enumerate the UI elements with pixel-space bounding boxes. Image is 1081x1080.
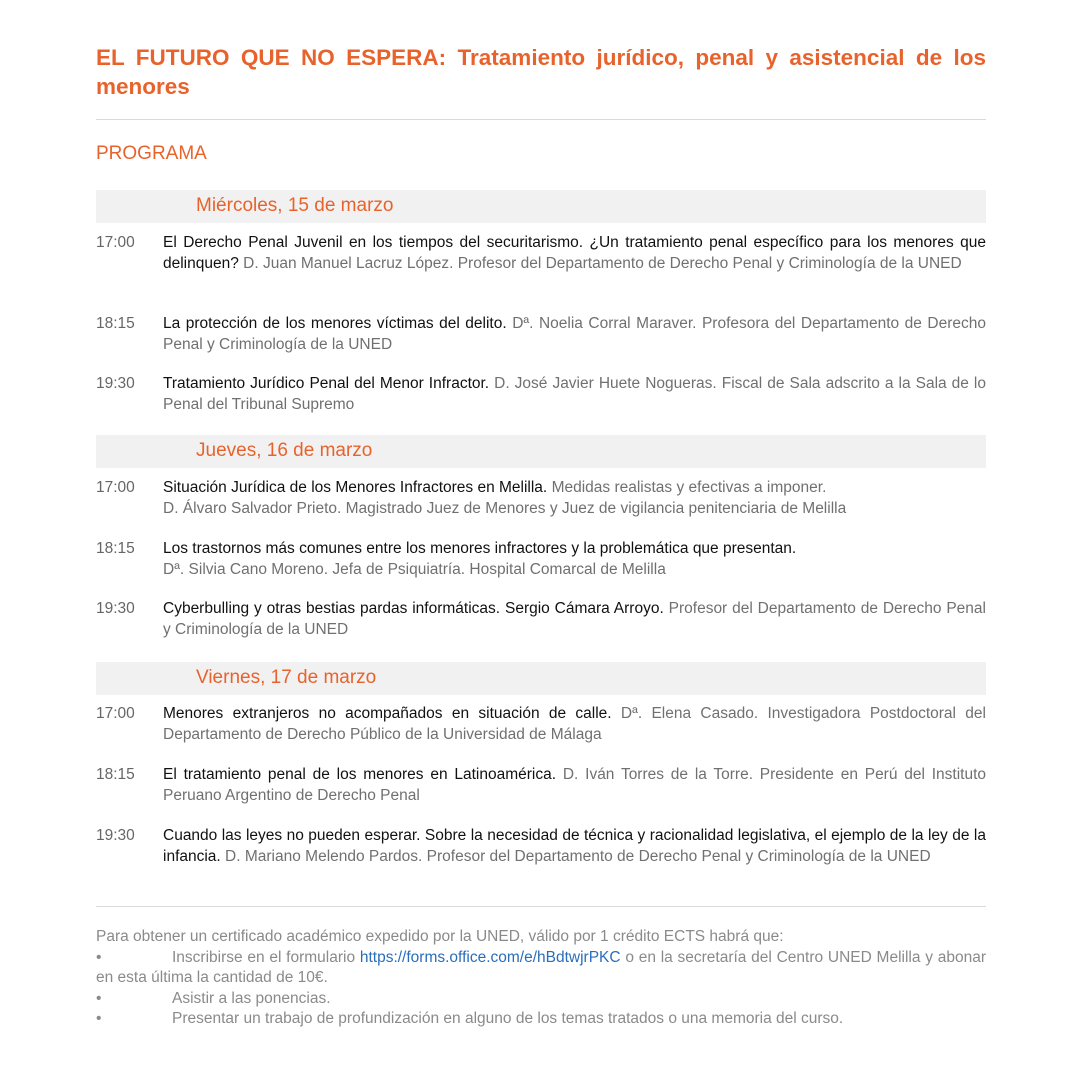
session-description [163, 539, 986, 580]
session-description [163, 599, 986, 640]
session-description [163, 374, 986, 415]
list-item [96, 989, 986, 1010]
speaker-info: D. Juan Manuel Lacruz López. Profesor del Departamento de Derecho Penal y Criminología de la UNED [243, 254, 962, 272]
day-label: Viernes, 17 de marzo [196, 667, 377, 688]
footnote-intro: Para obtener un certificado académico expedido por la UNED, válido por 1 crédito ECTS habrá que: [96, 928, 784, 945]
page-title: EL FUTURO QUE NO ESPERA: Tratamiento jurídico, penal y asistencial de los menores [96, 45, 986, 99]
session-description [163, 314, 986, 355]
talk-title: Menores extranjeros no acompañados en situación de calle. [163, 705, 612, 722]
session-time: 18:15 [96, 315, 135, 332]
talk-title: Cyberbulling y otras bestias pardas informáticas. Sergio Cámara Arroyo. [163, 600, 664, 617]
speaker-info: Dª. Elena Casado. Investigadora Postdoctoral del Departamento de Derecho Público de la Universidad de Málaga [163, 705, 986, 743]
list-item [96, 1009, 986, 1030]
footnote-divider [96, 906, 986, 907]
talk-title: Cuando las leyes no pueden esperar. Sobre la necesidad de técnica y racionalidad legislativa, el ejemplo de la ley de la infancia. [163, 827, 986, 865]
speaker-info: D. Mariano Melendo Pardos. Profesor del Departamento de Derecho Penal y Criminología de la UNED [225, 847, 931, 865]
talk-title: El tratamiento penal de los menores en Latinoamérica. [163, 766, 557, 783]
speaker-info: Dª. Noelia Corral Maraver. Profesora del Departamento de Derecho Penal y Criminología de la UNED [163, 315, 986, 353]
day-label: Miércoles, 15 de marzo [196, 195, 394, 216]
registration-form-link[interactable]: https://forms.office.com/e/hBdtwjrPKC [359, 948, 621, 966]
speaker-info: D. Álvaro Salvador Prieto. Magistrado Juez de Menores y Juez de vigilancia penitenciaria de Melilla [163, 499, 847, 517]
session-time: 18:15 [96, 540, 135, 557]
day-header-wednesday [96, 190, 986, 223]
list-item-text: Asistir a las ponencias. [172, 989, 331, 1007]
bullet-icon: • [96, 989, 102, 1007]
talk-title: Tratamiento Jurídico Penal del Menor Infractor. [163, 375, 490, 392]
talk-title: La protección de los menores víctimas del delito. [163, 315, 507, 332]
speaker-info: D. Iván Torres de la Torre. Presidente en Perú del Instituto Peruano Argentino de Derecho Penal [163, 766, 987, 804]
session-description [163, 478, 986, 519]
talk-title: El Derecho Penal Juvenil en los tiempos del securitarismo. ¿Un tratamiento penal específico para los menores que delinquen? [163, 234, 986, 272]
program-label: PROGRAMA [96, 143, 207, 164]
list-item-text: Presentar un trabajo de profundización en alguno de los temas tratados o una memoria del curso. [172, 1010, 844, 1027]
bullet-icon: • [96, 948, 102, 966]
session-time: 17:00 [96, 479, 135, 496]
speaker-info: Medidas realistas y efectivas a imponer. [551, 479, 827, 496]
day-header-friday [96, 662, 986, 695]
list-item-text: o en la secretaría del Centro UNED Melilla y abonar en esta última la cantidad de 10€. [96, 948, 986, 986]
session-description [163, 233, 986, 274]
session-time: 19:30 [96, 827, 135, 844]
day-header-thursday [96, 435, 986, 468]
session-time: 19:30 [96, 600, 135, 617]
speaker-info: Dª. Silvia Cano Moreno. Jefa de Psiquiatría. Hospital Comarcal de Melilla [163, 560, 666, 578]
session-time: 17:00 [96, 705, 135, 722]
session-time: 18:15 [96, 766, 135, 783]
bullet-icon: • [96, 1010, 102, 1027]
title-divider [96, 119, 986, 120]
session-time: 19:30 [96, 375, 135, 392]
talk-title: Los trastornos más comunes entre los menores infractores y la problemática que presentan. [163, 540, 797, 557]
speaker-info: D. José Javier Huete Nogueras. Fiscal de Sala adscrito a la Sala de lo Penal del Tribunal Supremo [163, 375, 986, 413]
session-description [163, 704, 986, 745]
list-item-text: Inscribirse en el formulario [172, 948, 356, 966]
certificate-note [96, 927, 986, 1030]
list-item [96, 948, 986, 989]
speaker-info: Profesor del Departamento de Derecho Penal y Criminología de la UNED [163, 600, 986, 638]
session-description [163, 826, 986, 867]
talk-title: Situación Jurídica de los Menores Infractores en Melilla. [163, 479, 548, 496]
session-time: 17:00 [96, 234, 135, 251]
session-description [163, 765, 986, 806]
day-label: Jueves, 16 de marzo [196, 440, 373, 461]
